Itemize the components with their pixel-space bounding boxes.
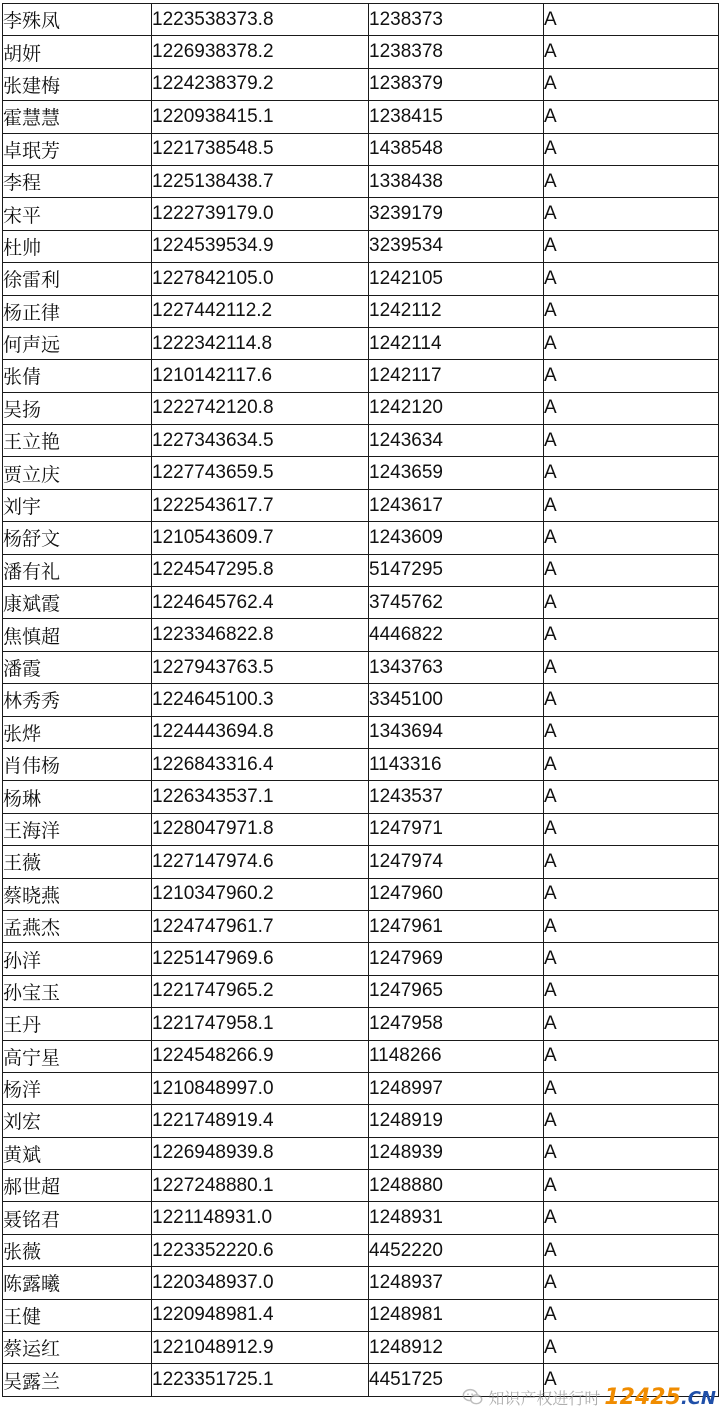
grade-cell: A [544,1234,719,1266]
grade-cell: A [544,878,719,910]
table-row [3,489,719,521]
grade-cell: A [544,1137,719,1169]
table-row [3,748,719,780]
code-cell: 1248919 [369,1105,544,1137]
table-row [3,910,719,942]
name-cell: 聂铭君 [3,1202,152,1234]
name-cell: 焦慎超 [3,619,152,651]
table-row [3,1105,719,1137]
grade-cell: A [544,165,719,197]
name-cell: 霍慧慧 [3,101,152,133]
grade-cell: A [544,1364,719,1396]
grade-cell: A [544,910,719,942]
table-row [3,198,719,230]
id-number-cell: 1227943763.5 [152,651,369,683]
table-row [3,133,719,165]
code-cell: 1247958 [369,1008,544,1040]
grade-cell: A [544,457,719,489]
id-number-cell: 1221748919.4 [152,1105,369,1137]
name-cell: 肖伟杨 [3,748,152,780]
table-row [3,943,719,975]
name-cell: 吴扬 [3,392,152,424]
name-cell: 杨舒文 [3,522,152,554]
table-row [3,68,719,100]
code-cell: 1248937 [369,1267,544,1299]
grade-cell: A [544,327,719,359]
table-row [3,781,719,813]
table-row [3,360,719,392]
grade-cell: A [544,4,719,36]
code-cell: 1242120 [369,392,544,424]
table-row [3,392,719,424]
name-cell: 王立艳 [3,425,152,457]
table-row [3,1008,719,1040]
name-cell: 郝世超 [3,1170,152,1202]
id-number-cell: 1226948939.8 [152,1137,369,1169]
name-cell: 蔡运红 [3,1332,152,1364]
id-number-cell: 1220938415.1 [152,101,369,133]
id-number-cell: 1227343634.5 [152,425,369,457]
table-row [3,684,719,716]
code-cell: 1338438 [369,165,544,197]
code-cell: 1243634 [369,425,544,457]
code-cell: 1247974 [369,846,544,878]
grade-cell: A [544,1105,719,1137]
code-cell: 3239534 [369,230,544,262]
grade-cell: A [544,489,719,521]
code-cell: 4452220 [369,1234,544,1266]
id-number-cell: 1224539534.9 [152,230,369,262]
table-row [3,522,719,554]
name-cell: 张薇 [3,1234,152,1266]
grade-cell: A [544,684,719,716]
name-cell: 吴露兰 [3,1364,152,1396]
name-cell: 王海洋 [3,813,152,845]
name-cell: 林秀秀 [3,684,152,716]
id-number-cell: 1224238379.2 [152,68,369,100]
watermark-text: 知识产权进行时 [488,1388,601,1408]
id-number-cell: 1210543609.7 [152,522,369,554]
name-cell: 李程 [3,165,152,197]
code-cell: 1243659 [369,457,544,489]
id-number-cell: 1210347960.2 [152,878,369,910]
code-cell: 1242112 [369,295,544,327]
code-cell: 1143316 [369,748,544,780]
grade-cell: A [544,1202,719,1234]
grade-cell: A [544,587,719,619]
name-cell: 杜帅 [3,230,152,262]
grade-cell: A [544,846,719,878]
id-number-cell: 1224645100.3 [152,684,369,716]
table-row [3,1072,719,1104]
table-row [3,36,719,68]
table-row [3,1267,719,1299]
code-cell: 3345100 [369,684,544,716]
name-cell: 刘宏 [3,1105,152,1137]
name-cell: 孙洋 [3,943,152,975]
table-row [3,1137,719,1169]
grade-cell: A [544,748,719,780]
grade-cell: A [544,230,719,262]
id-number-cell: 1226343537.1 [152,781,369,813]
code-cell: 1248931 [369,1202,544,1234]
grade-cell: A [544,1072,719,1104]
code-cell: 1343694 [369,716,544,748]
grade-cell: A [544,716,719,748]
id-number-cell: 1221738548.5 [152,133,369,165]
grade-cell: A [544,975,719,1007]
grade-cell: A [544,263,719,295]
name-cell: 何声远 [3,327,152,359]
id-number-cell: 1225147969.6 [152,943,369,975]
name-cell: 杨正律 [3,295,152,327]
table-row [3,295,719,327]
id-number-cell: 1224548266.9 [152,1040,369,1072]
name-cell: 王丹 [3,1008,152,1040]
id-number-cell: 1221148931.0 [152,1202,369,1234]
code-cell: 1243617 [369,489,544,521]
table-row [3,619,719,651]
id-number-cell: 1228047971.8 [152,813,369,845]
code-cell: 1248912 [369,1332,544,1364]
id-number-cell: 1223352220.6 [152,1234,369,1266]
table-row [3,327,719,359]
id-number-cell: 1224443694.8 [152,716,369,748]
id-number-cell: 1210848997.0 [152,1072,369,1104]
code-cell: 4446822 [369,619,544,651]
table-row [3,846,719,878]
name-cell: 李殊凤 [3,4,152,36]
grade-cell: A [544,651,719,683]
table-row [3,1202,719,1234]
name-cell: 宋平 [3,198,152,230]
table-row [3,813,719,845]
grade-cell: A [544,36,719,68]
grade-cell: A [544,1008,719,1040]
name-cell: 潘霞 [3,651,152,683]
id-number-cell: 1222543617.7 [152,489,369,521]
id-number-cell: 1227147974.6 [152,846,369,878]
table-row [3,230,719,262]
code-cell: 3745762 [369,587,544,619]
table-row [3,587,719,619]
code-cell: 1238379 [369,68,544,100]
code-cell: 1438548 [369,133,544,165]
table-row [3,878,719,910]
id-number-cell: 1227842105.0 [152,263,369,295]
name-cell: 张烨 [3,716,152,748]
id-number-cell: 1226938378.2 [152,36,369,68]
name-cell: 卓珉芳 [3,133,152,165]
id-number-cell: 1224747961.7 [152,910,369,942]
id-number-cell: 1224645762.4 [152,587,369,619]
code-cell: 1247961 [369,910,544,942]
name-cell: 杨琳 [3,781,152,813]
table-row [3,1364,719,1396]
grade-cell: A [544,198,719,230]
table-row [3,1040,719,1072]
id-number-cell: 1221048912.9 [152,1332,369,1364]
watermark-site-domain: .CN [680,1387,716,1409]
id-number-cell: 1227743659.5 [152,457,369,489]
code-cell: 1148266 [369,1040,544,1072]
grade-cell: A [544,1332,719,1364]
code-cell: 1248981 [369,1299,544,1331]
grade-cell: A [544,554,719,586]
code-cell: 1243609 [369,522,544,554]
id-number-cell: 1223346822.8 [152,619,369,651]
id-number-cell: 1223351725.1 [152,1364,369,1396]
id-number-cell: 1225138438.7 [152,165,369,197]
code-cell: 1343763 [369,651,544,683]
id-number-cell: 1224547295.8 [152,554,369,586]
id-number-cell: 1221747965.2 [152,975,369,1007]
table-row [3,1332,719,1364]
code-cell: 1238378 [369,36,544,68]
name-cell: 蔡晓燕 [3,878,152,910]
name-cell: 贾立庆 [3,457,152,489]
name-cell: 张倩 [3,360,152,392]
table-row [3,4,719,36]
code-cell: 1243537 [369,781,544,813]
id-number-cell: 1227442112.2 [152,295,369,327]
table-row [3,975,719,1007]
code-cell: 1247965 [369,975,544,1007]
grade-cell: A [544,68,719,100]
code-cell: 1248880 [369,1170,544,1202]
code-cell: 1242105 [369,263,544,295]
code-cell: 1247960 [369,878,544,910]
table-row [3,716,719,748]
grade-cell: A [544,619,719,651]
name-cell: 杨洋 [3,1072,152,1104]
name-cell: 陈露曦 [3,1267,152,1299]
grade-cell: A [544,813,719,845]
name-cell: 高宁星 [3,1040,152,1072]
name-cell: 徐雷利 [3,263,152,295]
id-number-cell: 1222342114.8 [152,327,369,359]
code-cell: 1242117 [369,360,544,392]
id-number-cell: 1226843316.4 [152,748,369,780]
grade-cell: A [544,133,719,165]
grade-cell: A [544,1170,719,1202]
table-row [3,554,719,586]
grade-cell: A [544,1299,719,1331]
table-row [3,1299,719,1331]
id-number-cell: 1223538373.8 [152,4,369,36]
table-row [3,165,719,197]
id-number-cell: 1220948981.4 [152,1299,369,1331]
grade-cell: A [544,522,719,554]
table-row [3,1234,719,1266]
name-cell: 王薇 [3,846,152,878]
grade-cell: A [544,295,719,327]
table-row [3,101,719,133]
grade-cell: A [544,101,719,133]
grade-cell: A [544,1267,719,1299]
grade-cell: A [544,360,719,392]
name-cell: 孙宝玉 [3,975,152,1007]
table-row [3,457,719,489]
code-cell: 4451725 [369,1364,544,1396]
code-cell: 1247969 [369,943,544,975]
id-number-cell: 1222742120.8 [152,392,369,424]
table-row [3,1170,719,1202]
table-row [3,263,719,295]
grade-cell: A [544,392,719,424]
code-cell: 5147295 [369,554,544,586]
grade-cell: A [544,425,719,457]
id-number-cell: 1221747958.1 [152,1008,369,1040]
watermark-site-number: 12425 [604,1384,681,1410]
table-body [3,4,719,1397]
roster-table [2,3,719,1397]
code-cell: 1248997 [369,1072,544,1104]
id-number-cell: 1210142117.6 [152,360,369,392]
name-cell: 康斌霞 [3,587,152,619]
name-cell: 胡妍 [3,36,152,68]
code-cell: 1242114 [369,327,544,359]
name-cell: 孟燕杰 [3,910,152,942]
code-cell: 1238373 [369,4,544,36]
id-number-cell: 1222739179.0 [152,198,369,230]
grade-cell: A [544,943,719,975]
code-cell: 1247971 [369,813,544,845]
id-number-cell: 1220348937.0 [152,1267,369,1299]
code-cell: 3239179 [369,198,544,230]
table-row [3,425,719,457]
code-cell: 1248939 [369,1137,544,1169]
table-row [3,651,719,683]
grade-cell: A [544,781,719,813]
name-cell: 潘有礼 [3,554,152,586]
name-cell: 黄斌 [3,1137,152,1169]
name-cell: 张建梅 [3,68,152,100]
code-cell: 1238415 [369,101,544,133]
name-cell: 王健 [3,1299,152,1331]
id-number-cell: 1227248880.1 [152,1170,369,1202]
grade-cell: A [544,1040,719,1072]
name-cell: 刘宇 [3,489,152,521]
